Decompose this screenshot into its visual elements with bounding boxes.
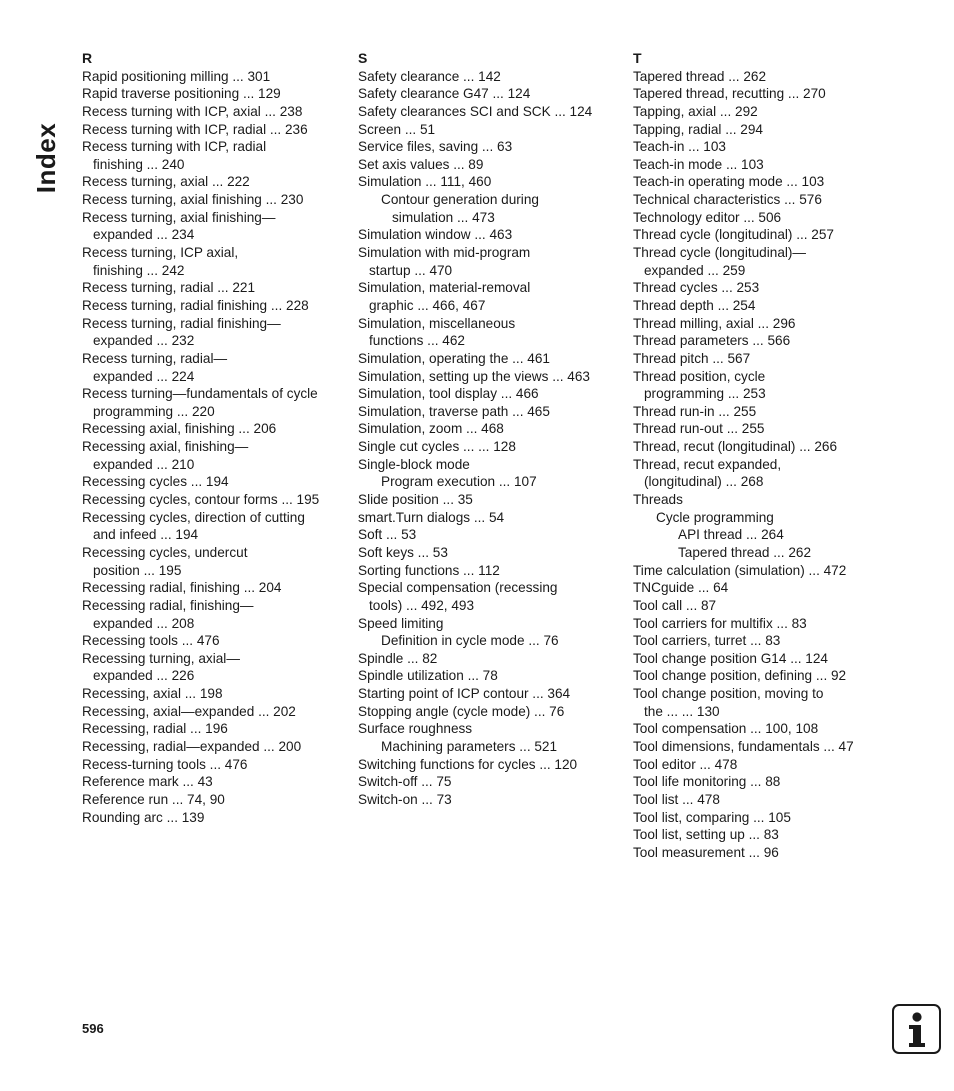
index-entry: Recess turning—fundamentals of cycle — [82, 386, 318, 402]
index-entry: Soft keys ... 53 — [358, 544, 448, 560]
index-entry: Tapping, radial ... 294 — [633, 121, 763, 137]
index-entry: Tool change position, moving to — [633, 686, 824, 702]
index-entry: smart.Turn dialogs ... 54 — [358, 509, 505, 525]
index-entry: Simulation, traverse path ... 465 — [358, 403, 550, 419]
index-entry: Machining parameters ... 521 — [381, 738, 558, 754]
column-letter: S — [358, 50, 368, 66]
index-entry: Tool life monitoring ... 88 — [633, 774, 781, 790]
index-entry: Reference run ... 74, 90 — [82, 791, 225, 807]
index-entry: Recess turning with ICP, radial — [82, 139, 267, 155]
index-entry: Tool carriers for multifix ... 83 — [633, 615, 807, 631]
index-entry: Recess turning, radial— — [82, 350, 228, 366]
index-entry: Speed limiting — [358, 615, 444, 631]
index-entry: Thread, recut expanded, — [633, 456, 782, 472]
index-entry: Simulation with mid-program — [358, 245, 531, 261]
column-letter: T — [633, 50, 642, 66]
index-entry: Recessing, radial—expanded ... 200 — [82, 738, 302, 754]
index-entry: Recess turning with ICP, radial ... 236 — [82, 121, 308, 137]
index-entry: Contour generation during — [381, 192, 539, 208]
index-entry: expanded ... 208 — [93, 615, 195, 631]
index-entry: expanded ... 232 — [93, 333, 195, 349]
index-column-r — [82, 50, 344, 826]
index-entry: Thread cycles ... 253 — [633, 280, 760, 296]
index-entry: Tool list, comparing ... 105 — [633, 809, 791, 825]
index-entry: Tool compensation ... 100, 108 — [633, 721, 819, 737]
index-entry: Recessing turning, axial— — [82, 650, 240, 666]
index-entry: Simulation, zoom ... 468 — [358, 421, 504, 437]
index-entry: Recess turning, axial ... 222 — [82, 174, 250, 190]
entry-list — [358, 68, 620, 809]
index-entry: Technical characteristics ... 576 — [633, 192, 822, 208]
index-entry: Tapered thread, recutting ... 270 — [633, 86, 826, 102]
index-entry: finishing ... 242 — [93, 262, 185, 278]
index-entry: Slide position ... 35 — [358, 492, 473, 508]
index-entry: Recessing radial, finishing ... 204 — [82, 580, 282, 596]
index-entry: Simulation, setting up the views ... 463 — [358, 368, 590, 384]
index-entry: Tool change position, defining ... 92 — [633, 668, 847, 684]
index-entry: Thread pitch ... 567 — [633, 350, 751, 366]
index-entry: Simulation, miscellaneous — [358, 315, 516, 331]
index-entry: Safety clearance G47 ... 124 — [358, 86, 531, 102]
index-entry: Switch-off ... 75 — [358, 774, 452, 790]
index-entry: Threads — [633, 492, 683, 508]
index-entry: Tool list ... 478 — [633, 791, 720, 807]
index-entry: Recess turning, radial finishing ... 228 — [82, 297, 309, 313]
index-entry: Tool dimensions, fundamentals ... 47 — [633, 738, 854, 754]
index-entry: Thread depth ... 254 — [633, 297, 756, 313]
index-entry: Switch-on ... 73 — [358, 791, 452, 807]
index-entry: startup ... 470 — [369, 262, 453, 278]
index-entry: functions ... 462 — [369, 333, 465, 349]
index-entry: Recess turning, radial finishing— — [82, 315, 281, 331]
index-entry: Recess turning with ICP, axial ... 238 — [82, 103, 303, 119]
index-column-t — [633, 50, 895, 861]
index-entry: Special compensation (recessing — [358, 580, 558, 596]
index-entry: programming ... 220 — [93, 403, 215, 419]
index-entry: and infeed ... 194 — [93, 527, 199, 543]
index-entry: Screen ... 51 — [358, 121, 436, 137]
index-entry: Technology editor ... 506 — [633, 209, 782, 225]
index-entry: Recessing axial, finishing— — [82, 439, 249, 455]
index-entry: Recessing axial, finishing ... 206 — [82, 421, 277, 437]
section-title-text: Index — [30, 122, 61, 194]
index-entry: Thread, recut (longitudinal) ... 266 — [633, 439, 838, 455]
index-entry: expanded ... 226 — [93, 668, 195, 684]
index-entry: Thread run-out ... 255 — [633, 421, 765, 437]
index-entry: Spindle ... 82 — [358, 650, 438, 666]
index-entry: Definition in cycle mode ... 76 — [381, 633, 559, 649]
index-entry: Reference mark ... 43 — [82, 774, 213, 790]
index-entry: Tool measurement ... 96 — [633, 844, 779, 860]
index-entry: programming ... 253 — [644, 386, 766, 402]
index-entry: Tool carriers, turret ... 83 — [633, 633, 781, 649]
index-entry: Tool change position G14 ... 124 — [633, 650, 828, 666]
index-entry: Thread cycle (longitudinal)— — [633, 245, 807, 261]
index-entry: Sorting functions ... 112 — [358, 562, 500, 578]
index-entry: Tapered thread ... 262 — [678, 544, 812, 560]
index-entry: Cycle programming — [656, 509, 774, 525]
index-entry: Set axis values ... 89 — [358, 156, 484, 172]
index-entry: Spindle utilization ... 78 — [358, 668, 498, 684]
index-entry: TNCguide ... 64 — [633, 580, 729, 596]
index-entry: Tool call ... 87 — [633, 597, 717, 613]
index-entry: Recessing radial, finishing— — [82, 597, 254, 613]
index-entry: Thread parameters ... 566 — [633, 333, 791, 349]
index-entry: Recessing, axial ... 198 — [82, 686, 223, 702]
index-entry: Switching functions for cycles ... 120 — [358, 756, 578, 772]
index-entry: graphic ... 466, 467 — [369, 297, 486, 313]
index-entry: Surface roughness — [358, 721, 473, 737]
index-entry: Recess turning, axial finishing ... 230 — [82, 192, 304, 208]
index-entry: the ... ... 130 — [644, 703, 720, 719]
index-entry: Teach-in operating mode ... 103 — [633, 174, 825, 190]
index-entry: Rapid positioning milling ... 301 — [82, 68, 271, 84]
section-title — [10, 122, 82, 194]
index-entry: Program execution ... 107 — [381, 474, 537, 490]
index-entry: Recessing cycles ... 194 — [82, 474, 229, 490]
index-entry: Simulation ... 111, 460 — [358, 174, 492, 190]
index-entry: Single-block mode — [358, 456, 470, 472]
index-entry: Recess turning, ICP axial, — [82, 245, 239, 261]
index-entry: Recess turning, radial ... 221 — [82, 280, 256, 296]
index-entry: simulation ... 473 — [392, 209, 495, 225]
index-entry: Thread position, cycle — [633, 368, 766, 384]
index-entry: expanded ... 234 — [93, 227, 195, 243]
index-entry: Simulation window ... 463 — [358, 227, 513, 243]
index-entry: Simulation, tool display ... 466 — [358, 386, 539, 402]
index-entry: Recessing, radial ... 196 — [82, 721, 228, 737]
index-entry: position ... 195 — [93, 562, 182, 578]
index-entry: Rapid traverse positioning ... 129 — [82, 86, 281, 102]
index-entry: Simulation, material-removal — [358, 280, 531, 296]
index-entry: Stopping angle (cycle mode) ... 76 — [358, 703, 565, 719]
index-entry: Rounding arc ... 139 — [82, 809, 205, 825]
index-entry: Recessing cycles, contour forms ... 195 — [82, 492, 320, 508]
index-entry: Safety clearances SCI and SCK ... 124 — [358, 103, 593, 119]
entry-list — [633, 68, 895, 862]
index-entry: Teach-in mode ... 103 — [633, 156, 764, 172]
index-entry: Time calculation (simulation) ... 472 — [633, 562, 847, 578]
index-entry: Recess-turning tools ... 476 — [82, 756, 248, 772]
index-entry: Tool list, setting up ... 83 — [633, 827, 779, 843]
index-entry: tools) ... 492, 493 — [369, 597, 475, 613]
index-entry: finishing ... 240 — [93, 156, 185, 172]
index-entry: Starting point of ICP contour ... 364 — [358, 686, 571, 702]
index-entry: Thread run-in ... 255 — [633, 403, 757, 419]
index-entry: API thread ... 264 — [678, 527, 784, 543]
index-entry: expanded ... 210 — [93, 456, 195, 472]
index-entry: Simulation, operating the ... 461 — [358, 350, 550, 366]
index-entry: Thread milling, axial ... 296 — [633, 315, 796, 331]
page-number: 596 — [82, 1021, 104, 1036]
index-entry: Teach-in ... 103 — [633, 139, 726, 155]
index-entry: Tapered thread ... 262 — [633, 68, 767, 84]
index-column-s — [358, 50, 620, 809]
index-entry: Recessing, axial—expanded ... 202 — [82, 703, 296, 719]
index-entry: expanded ... 259 — [644, 262, 746, 278]
index-entry: Thread cycle (longitudinal) ... 257 — [633, 227, 834, 243]
index-entry: Single cut cycles ... ... 128 — [358, 439, 516, 455]
index-entry: Tapping, axial ... 292 — [633, 103, 758, 119]
entry-list — [82, 68, 344, 827]
index-entry: Recessing cycles, undercut — [82, 544, 248, 560]
info-icon — [892, 1004, 941, 1054]
index-entry: Soft ... 53 — [358, 527, 417, 543]
index-entry: Safety clearance ... 142 — [358, 68, 501, 84]
index-entry: Tool editor ... 478 — [633, 756, 738, 772]
index-entry: Recessing tools ... 476 — [82, 633, 220, 649]
info-icon-graphic — [894, 1006, 939, 1052]
index-entry: Recess turning, axial finishing— — [82, 209, 276, 225]
index-entry: (longitudinal) ... 268 — [644, 474, 764, 490]
index-entry: Recessing cycles, direction of cutting — [82, 509, 305, 525]
index-entry: Service files, saving ... 63 — [358, 139, 513, 155]
index-entry: expanded ... 224 — [93, 368, 195, 384]
column-letter: R — [82, 50, 93, 66]
